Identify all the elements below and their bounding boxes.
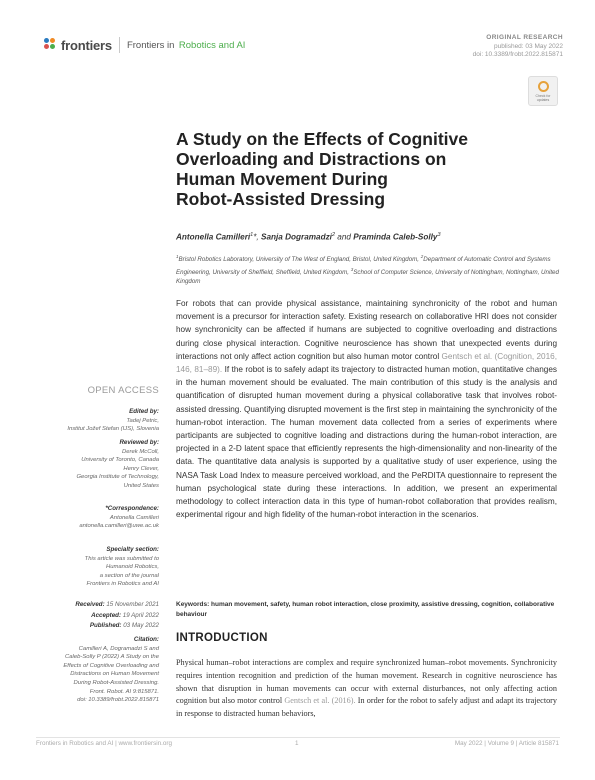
title-line: A Study on the Effects of Cognitive xyxy=(176,129,468,149)
specialty-line: Frontiers in Robotics and AI xyxy=(86,581,159,588)
abstract-text: If the robot is to safely adapt its trajectory to distracted human motion, quantitative changes in the human movement should be evaluated. The main contribution of this study is the analysis and quantification of disrupted human movement during a physical collaborative task that involves robot-assisted dressing. Quantifying disrupted movement is the first step in maintaining the synchronicity of the human-robot interaction. The human movement data collected from a series of experiments where participants are subjected to cognitive loading and distractions during the human-robot interaction, are projected in a 2-D latent space that efficiently represents the high-dimensionality and non-linearity of the data. The quantitative data analysis is supported by a qualitative study of user experience, using the NASA Task Load Index to measure perceived workload, and the PeRDITA questionnaire to represent the human psychological state during these interactions. In addition, we present an experimental methodology to collect interaction data in this type of human-robot collaboration that provides realism, experimental rigour and high fidelity of the human-robot interaction in the scenarios. xyxy=(176,365,557,520)
body-text: Physical human–robot interactions are complex and require synchronized human–robot movements. Synchronicity requires intention recognition and prediction of the human movement. Research in cognitive neuroscience has shown that disruption in human movements can occur with external disturbances, not only affecting action cognition but also motor control xyxy=(176,658,557,706)
edited-by-label: Edited by: xyxy=(129,408,159,415)
reviewed-by-label: Reviewed by: xyxy=(119,439,159,446)
accepted-date: 19 April 2022 xyxy=(122,611,159,619)
author-name[interactable]: Praminda Caleb-Solly xyxy=(353,232,438,242)
frontiers-logo-icon xyxy=(44,38,58,52)
journal-name: Robotics and AI xyxy=(178,39,246,51)
abstract-citation-link[interactable]: Gentsch et al. (Cognition, 2016, 146, 81–89). xyxy=(176,351,557,375)
specialty-line: Humanoid Robotics, xyxy=(105,564,159,571)
footer-volume-info: May 2022 | Volume 9 | Article 815871 xyxy=(454,740,559,747)
citation-block xyxy=(40,636,159,705)
received-label: Received: xyxy=(75,601,105,608)
check-updates-label: Check for updates xyxy=(535,93,551,102)
published-date: published: 03 May 2022 xyxy=(493,42,563,50)
published-label: Published: xyxy=(89,622,122,629)
reviewer-line: University of Toronto, Canada xyxy=(81,457,159,464)
section-heading: INTRODUCTION xyxy=(176,632,268,644)
abstract-text: For robots that can provide physical assistance, maintaining synchronicity of the robot and human movement is a precursor for interaction safety. Existing research on collaborative HRI does not consider how synchronicity can be affected if humans are subjected to cognitive overloading and distractions during close physical interaction. Cognitive neuroscience has shown that unexpected events during interactions not only affect action cognition but also human motor control xyxy=(176,299,557,361)
received-date: 15 November 2021 xyxy=(106,601,159,608)
reviewed-by-block xyxy=(40,439,159,491)
affiliation: Department of Automatic Control and Systems Engineering, University of Sheffield, Sheffield, United Kingdom, xyxy=(176,256,551,276)
citation-line: Front. Robot. AI 9:815871. xyxy=(89,688,159,695)
specialty-block xyxy=(40,546,159,589)
specialty-line: This article was submitted to xyxy=(84,555,159,562)
affiliations xyxy=(176,252,566,287)
correspondence-email[interactable]: antonella.camilleri@uwe.ac.uk xyxy=(79,523,159,530)
body-text: In order for the robot to safely adjust and adapt its trajectory in response to distracted human behaviors, xyxy=(176,696,558,719)
article-type: ORIGINAL RESEARCH xyxy=(486,34,563,41)
citation-line: Effects of Cognitive Overloading and xyxy=(63,662,159,669)
author-name[interactable]: Antonella Camilleri xyxy=(176,232,251,242)
author-name[interactable]: Sanja Dogramadzi xyxy=(260,232,332,242)
article-doi[interactable]: doi: 10.3389/frobt.2022.815871 xyxy=(472,51,563,58)
citation-doi[interactable]: doi: 10.3389/frobt.2022.815871 xyxy=(77,697,159,704)
edited-by-block xyxy=(40,408,159,434)
intro-citation-link[interactable]: Gentsch et al. (2016). xyxy=(284,696,356,706)
affil-sup: 1 xyxy=(176,254,179,259)
affiliation: Bristol Robotics Laboratory, University of The West of England, Bristol, United Kingdom, xyxy=(178,256,420,264)
author-list: Antonella Camilleri$^1$*, Sanja Dogramadzi$^2$ and Praminda Caleb-Solly$^3$ xyxy=(176,232,441,242)
reviewer-line: United States xyxy=(123,482,159,489)
abstract xyxy=(176,297,557,521)
author-affil-sup: 2 xyxy=(331,232,336,238)
article-title xyxy=(176,129,556,209)
editor-line: Tadej Petric, xyxy=(126,417,159,424)
citation-line: During Robot-Assisted Dressing. xyxy=(73,679,159,686)
intro-paragraph xyxy=(176,657,557,721)
header-divider xyxy=(119,37,120,53)
open-access-label: OPEN ACCESS xyxy=(87,385,159,396)
author-affil-sup: 3 xyxy=(437,232,441,238)
title-line: Robot-Assisted Dressing xyxy=(176,189,386,209)
refresh-icon xyxy=(538,81,549,92)
reviewer-line: Derek McColl, xyxy=(122,448,159,455)
footer-divider xyxy=(36,737,560,738)
article-meta xyxy=(473,34,563,60)
affil-sup: 2 xyxy=(420,254,424,259)
accepted-label: Accepted: xyxy=(91,611,122,619)
title-line: Overloading and Distractions on xyxy=(176,149,447,169)
editor-line: Institut Jožef Stefan (IJS), Slovenia xyxy=(67,426,159,433)
published-date-sidebar: 03 May 2022 xyxy=(123,622,159,629)
citation-line: Caleb-Solly P (2022) A Study on the xyxy=(65,654,159,661)
affil-sup: 3 xyxy=(350,266,354,272)
dates-block xyxy=(40,600,159,632)
correspondence-name: Antonella Camilleri xyxy=(109,514,159,521)
footer-journal-link[interactable]: Frontiers in Robotics and AI | www.frontiersin.org xyxy=(36,740,173,747)
correspondence-block xyxy=(40,505,159,531)
citation-line: Camilleri A, Dogramadzi S and xyxy=(78,645,159,652)
title-line: Human Movement During xyxy=(176,169,388,189)
reviewer-line: Henry Clever, xyxy=(123,465,159,472)
affiliation: School of Computer Science, University of Nottingham, Nottingham, United Kingdom xyxy=(176,268,559,286)
check-for-updates-badge[interactable] xyxy=(528,76,558,106)
citation-label: Citation: xyxy=(133,636,159,643)
citation-line: Distractions on Human Movement xyxy=(70,671,159,678)
brand-name: frontiers xyxy=(61,37,112,53)
reviewer-line: Georgia Institute of Technology, xyxy=(76,474,159,481)
author-affil-sup: 1 xyxy=(250,232,254,238)
frontiers-logo[interactable] xyxy=(44,36,245,54)
specialty-label: Specialty section: xyxy=(106,546,159,553)
corresponding-mark: * xyxy=(253,232,257,242)
keywords: Keywords: human movement, safety, human robot interaction, close proximity, assistive dressing, cognition, collaborative behaviour xyxy=(176,601,555,618)
correspondence-label: *Correspondence: xyxy=(105,505,159,512)
specialty-line: a section of the journal xyxy=(99,572,159,579)
journal-prefix: Frontiers in xyxy=(126,39,175,51)
page-number: 1 xyxy=(295,740,299,747)
